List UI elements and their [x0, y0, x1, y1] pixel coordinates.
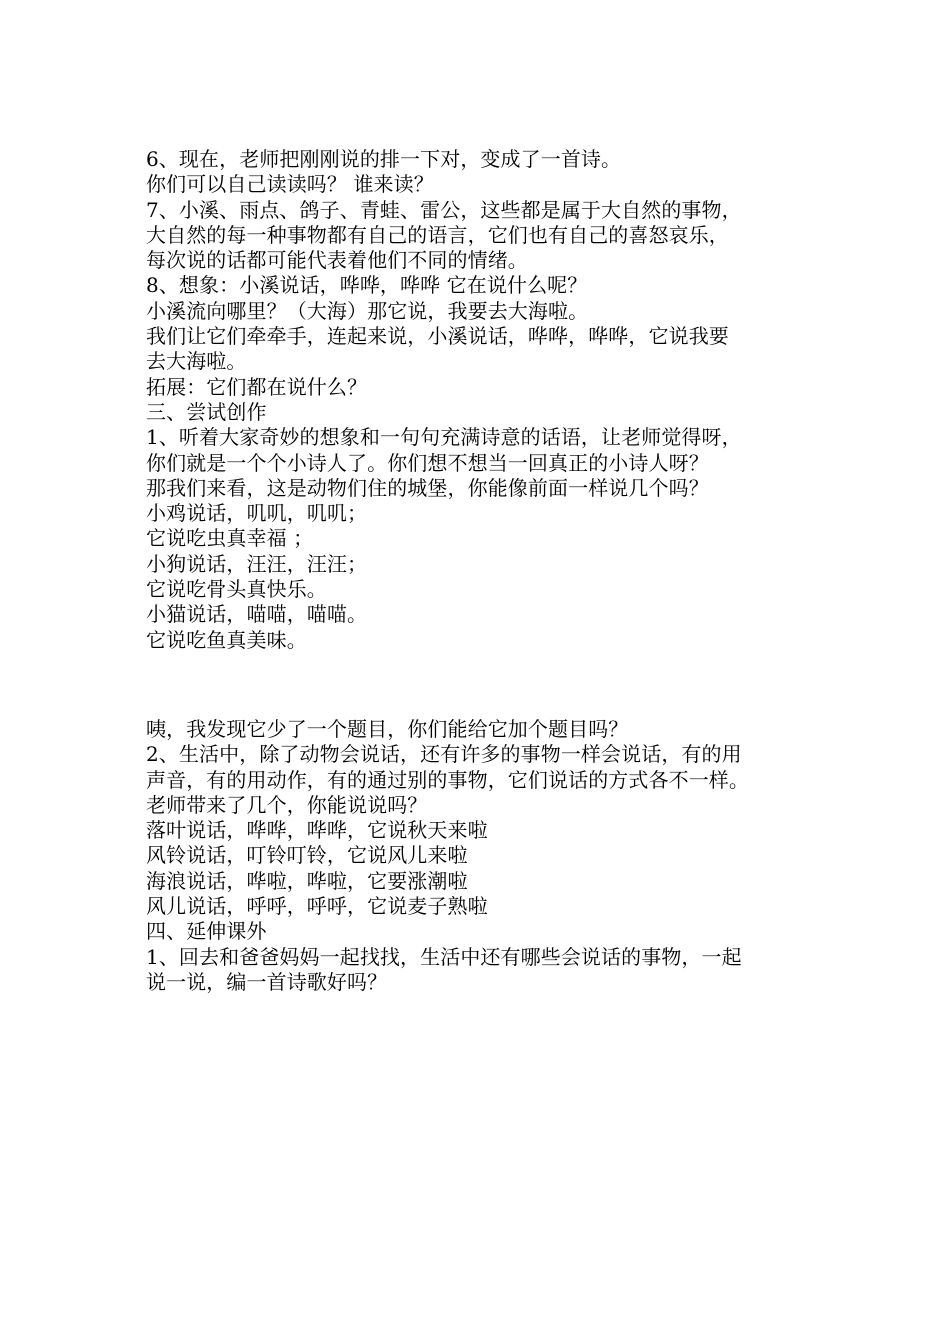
text-line: 我们让它们牵牵手，连起来说，小溪说话，哗哗，哗哗，它说我要 — [146, 324, 729, 349]
text-block-lesson-part1 — [146, 147, 846, 653]
text-line: 1、听着大家奇妙的想象和一句句充满诗意的话语，让老师觉得呀， — [146, 425, 742, 450]
poem-line: 它说吃鱼真美味。 — [146, 627, 307, 652]
text-line: 那我们来看，这是动物们住的城堡，你能像前面一样说几个吗？ — [146, 475, 709, 500]
text-line: 小溪流向哪里？（大海）那它说，我要去大海啦。 — [146, 298, 589, 323]
poem-line: 小鸡说话，叽叽，叽叽； — [146, 501, 368, 526]
text-line: 咦，我发现它少了一个题目，你们能给它加个题目吗？ — [146, 717, 629, 741]
poem-line: 它说吃骨头真快乐。 — [146, 577, 327, 602]
text-line: 老师带来了几个，你能说说吗？ — [146, 792, 428, 817]
text-line: 声音，有的用动作，有的通过别的事物，它们说话的方式各不一样。 — [146, 767, 749, 792]
text-line: 2、生活中，除了动物会说话，还有许多的事物一样会说话，有的用 — [146, 742, 742, 767]
text-block-lesson-part2 — [146, 717, 846, 995]
text-line: 7、小溪、雨点、鸽子、青蛙、雷公，这些都是属于大自然的事物， — [146, 197, 742, 222]
poem-line: 小猫说话，喵喵，喵喵。 — [146, 602, 368, 627]
poem-line: 它说吃虫真幸福 ； — [146, 526, 314, 551]
poem-line: 落叶说话，哗哗，哗哗，它说秋天来啦 — [146, 818, 488, 843]
text-line: 1、回去和爸爸妈妈一起找找，生活中还有哪些会说话的事物，一起 — [146, 944, 742, 969]
text-line: 6、现在，老师把刚刚说的排一下对，变成了一首诗。 — [146, 147, 622, 171]
text-line: 每次说的话都可能代表着他们不同的情绪。 — [146, 248, 528, 273]
text-line: 你们可以自己读读吗？ 谁来读？ — [146, 172, 434, 197]
text-line: 说一说，编一首诗歌好吗？ — [146, 969, 388, 994]
text-line: 去大海啦。 — [146, 349, 247, 374]
text-line: 你们就是一个个小诗人了。你们想不想当一回真正的小诗人呀？ — [146, 450, 709, 475]
section-heading: 四、延伸课外 — [146, 919, 267, 944]
poem-line: 风儿说话，呼呼，呼呼，它说麦子熟啦 — [146, 894, 488, 919]
text-line: 拓展：它们都在说什么？ — [146, 374, 368, 399]
poem-line: 小狗说话，汪汪，汪汪； — [146, 551, 368, 576]
poem-line: 风铃说话，叮铃叮铃，它说风儿来啦 — [146, 843, 468, 868]
text-line: 8、想象：小溪说话，哗哗，哗哗 它在说什么呢？ — [146, 273, 588, 298]
poem-line: 海浪说话，哗啦，哗啦，它要涨潮啦 — [146, 868, 468, 893]
section-heading: 三、尝试创作 — [146, 399, 267, 424]
text-line: 大自然的每一种事物都有自己的语言，它们也有自己的喜怒哀乐， — [146, 222, 729, 247]
